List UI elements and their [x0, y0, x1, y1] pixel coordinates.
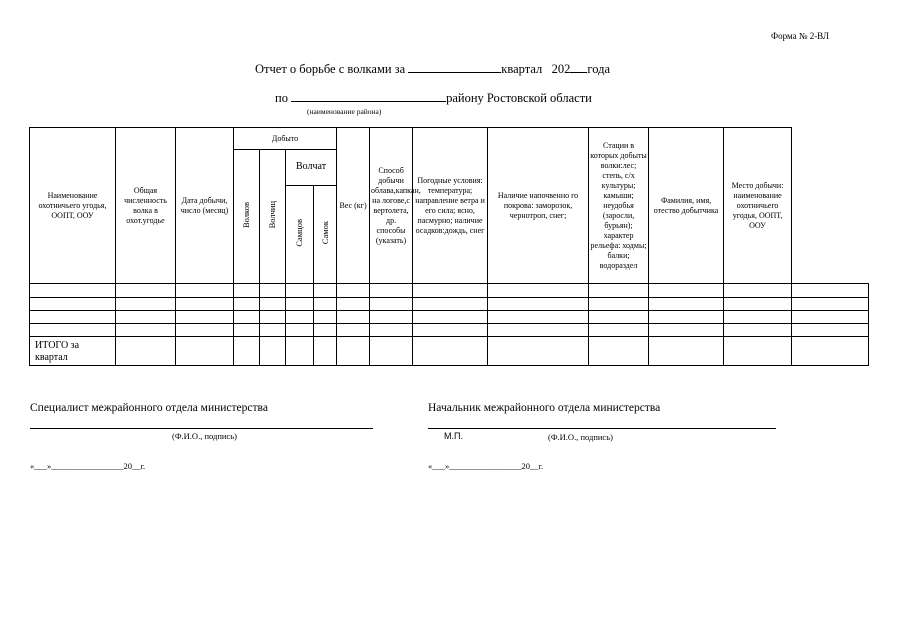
table-cell[interactable] [792, 298, 869, 311]
table-cell[interactable] [488, 324, 589, 337]
table-cell[interactable] [116, 337, 176, 366]
table-cell[interactable] [30, 298, 116, 311]
table-cell[interactable] [314, 324, 337, 337]
table-cell[interactable] [176, 311, 234, 324]
table-row[interactable] [30, 324, 869, 337]
table-cell[interactable] [260, 311, 286, 324]
table-cell[interactable] [260, 324, 286, 337]
header-method: Способ добычи облава,капкан, на логове,с вертолета, др. способы (указать) [370, 128, 413, 284]
specialist-fio-note: (Ф.И.О., подпись) [172, 431, 237, 441]
table-cell[interactable] [234, 298, 260, 311]
header-weight: Вес (кг) [337, 128, 370, 284]
table-cell[interactable] [724, 284, 792, 298]
table-cell[interactable] [649, 284, 724, 298]
table-cell[interactable] [234, 337, 260, 366]
table-cell[interactable] [286, 337, 314, 366]
table-cell[interactable] [116, 324, 176, 337]
chief-title: Начальник межрайонного отдела министерства [428, 402, 661, 414]
table-cell[interactable] [413, 284, 488, 298]
header-males: Самцов [294, 219, 305, 247]
specialist-signature-line[interactable] [30, 428, 373, 429]
district-note: (наименование района) [307, 107, 382, 116]
table-cell[interactable] [337, 324, 370, 337]
report-title [255, 62, 610, 77]
table-cell[interactable] [488, 311, 589, 324]
district-prefix: по [275, 91, 288, 105]
year-field[interactable] [570, 62, 587, 73]
table-row[interactable] [30, 311, 869, 324]
header-location: Место добычи: наименование охотничьего угодья, ООПТ, ООУ [724, 128, 792, 284]
district-line [275, 91, 592, 106]
header-total-population: Общая численность волка в охот.угодье [116, 128, 176, 284]
table-cell[interactable] [488, 284, 589, 298]
table-cell[interactable] [337, 298, 370, 311]
table-cell[interactable] [370, 337, 413, 366]
chief-date-day: «___» [428, 461, 450, 471]
header-weather: Погодные условия: температура; направление ветра и его сила; ясно, пасмурно; наличие осадков:дождь, снег [413, 128, 488, 284]
header-snow: Наличие напочвенно го покрова: заморозок, чернотроп, снег; [488, 128, 589, 284]
district-suffix: району Ростовской области [446, 91, 592, 105]
header-wolves: Волков [241, 201, 252, 228]
specialist-date-rest: _________________20__г. [51, 461, 146, 471]
table-cell[interactable] [370, 298, 413, 311]
chief-signature-line[interactable] [428, 428, 776, 429]
table-cell[interactable] [234, 324, 260, 337]
table-cell[interactable] [176, 324, 234, 337]
table-cell[interactable] [314, 337, 337, 366]
header-caught: Добыто [234, 128, 337, 150]
table-cell[interactable] [724, 324, 792, 337]
header-females-cell [314, 186, 337, 284]
table-cell[interactable] [260, 337, 286, 366]
table-cell[interactable] [337, 284, 370, 298]
specialist-title: Специалист межрайонного отдела министерства [30, 402, 268, 414]
chief-date[interactable] [428, 461, 543, 471]
table-cell[interactable] [286, 298, 314, 311]
header-hunting-area: Наименование охотничьего угодья, ООПТ, ООУ [30, 128, 116, 284]
table-cell[interactable] [314, 311, 337, 324]
table-cell[interactable] [413, 337, 488, 366]
chief-fio-note: (Ф.И.О., подпись) [548, 432, 613, 442]
header-hunter: Фамилия, имя, отество добытчика [649, 128, 724, 284]
title-year-prefix: 202 [551, 62, 571, 76]
title-prefix: Отчет о борьбе с волками за [255, 62, 406, 76]
district-field[interactable] [291, 91, 446, 102]
table-cell[interactable] [176, 298, 234, 311]
table-row[interactable] [30, 298, 869, 311]
table-cell[interactable] [337, 337, 370, 366]
table-cell[interactable] [724, 298, 792, 311]
header-wolves-cell [234, 150, 260, 284]
table-cell[interactable] [314, 298, 337, 311]
stamp-place: М.П. [444, 431, 463, 441]
table-cell[interactable] [286, 311, 314, 324]
table-cell[interactable] [589, 311, 649, 324]
table-cell[interactable] [116, 298, 176, 311]
table-cell[interactable] [234, 311, 260, 324]
table-cell[interactable] [488, 298, 589, 311]
form-number: Форма № 2-ВЛ [771, 31, 829, 41]
wolf-report-table [29, 127, 869, 366]
table-cell[interactable] [176, 284, 234, 298]
table-cell[interactable] [649, 337, 724, 366]
header-cubs: Волчат [286, 150, 337, 186]
table-cell[interactable] [413, 324, 488, 337]
table-row[interactable] [30, 284, 869, 298]
table-cell[interactable] [260, 284, 286, 298]
header-females: Самок [319, 221, 330, 245]
table-cell[interactable] [337, 311, 370, 324]
table-cell[interactable] [30, 324, 116, 337]
header-she-wolves-cell [260, 150, 286, 284]
table-cell[interactable] [649, 324, 724, 337]
title-quarter: квартал [501, 62, 543, 76]
total-row[interactable] [30, 337, 869, 366]
table-cell[interactable] [589, 337, 649, 366]
table-cell[interactable] [370, 284, 413, 298]
table-cell[interactable] [649, 298, 724, 311]
table-cell[interactable] [286, 324, 314, 337]
table-cell[interactable] [234, 284, 260, 298]
table-cell[interactable] [724, 311, 792, 324]
table-cell[interactable] [116, 311, 176, 324]
table-cell[interactable] [260, 298, 286, 311]
quarter-field[interactable] [408, 62, 501, 73]
header-she-wolves: Волчиц [267, 201, 278, 229]
table-cell[interactable] [314, 284, 337, 298]
title-year-suffix: года [587, 62, 611, 76]
table-cell[interactable] [792, 284, 869, 298]
table-cell[interactable] [589, 324, 649, 337]
table-cell[interactable] [488, 337, 589, 366]
table-cell[interactable] [649, 311, 724, 324]
header-habitat: Стации в которых добыты волки:лес; степь, с/х культуры; камыши; неудобья (заросли, бурьян); характер рельефа: ходмы; балки; водораздел [589, 128, 649, 284]
chief-date-rest: _________________20__г. [449, 461, 544, 471]
table-cell[interactable] [30, 284, 116, 298]
specialist-date-day: «___» [30, 461, 52, 471]
specialist-date[interactable] [30, 461, 145, 471]
table-cell[interactable] [724, 337, 792, 366]
table-cell[interactable] [30, 311, 116, 324]
table-cell[interactable] [176, 337, 234, 366]
header-date: Дата добычи, число (месяц) [176, 128, 234, 284]
table-cell[interactable] [116, 284, 176, 298]
table-cell[interactable] [413, 311, 488, 324]
table-cell[interactable] [370, 311, 413, 324]
table-cell[interactable] [370, 324, 413, 337]
table-cell[interactable] [589, 298, 649, 311]
table-cell[interactable] [286, 284, 314, 298]
total-label: ИТОГО за квартал [30, 337, 116, 366]
header-males-cell [286, 186, 314, 284]
table-cell[interactable] [413, 298, 488, 311]
table-cell[interactable] [792, 311, 869, 324]
table-cell[interactable] [792, 337, 869, 366]
table-cell[interactable] [792, 324, 869, 337]
table-cell[interactable] [589, 284, 649, 298]
